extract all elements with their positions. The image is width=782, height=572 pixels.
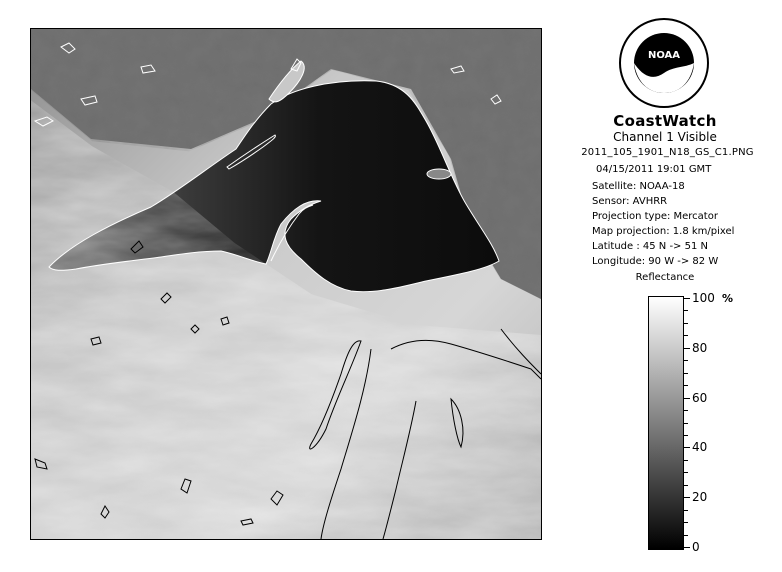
colorbar-tick: [684, 423, 688, 424]
colorbar-tick: [684, 435, 688, 436]
colorbar-tick-label: 40: [692, 440, 708, 455]
longitude-text: Longitude: 90 W -> 82 W: [592, 256, 719, 267]
latitude-text: Latitude : 45 N -> 51 N: [592, 241, 708, 252]
satellite-map: [30, 28, 542, 540]
product-title: CoastWatch: [613, 112, 717, 130]
colorbar-tick: [684, 547, 690, 548]
noaa-logo-icon: [619, 18, 709, 108]
colorbar-tick: [684, 522, 688, 523]
colorbar-tick: [684, 485, 688, 486]
logo-text: NOAA: [647, 50, 681, 61]
colorbar-tick: [684, 385, 688, 386]
colorbar-tick: [684, 335, 688, 336]
colorbar-tick: [684, 373, 688, 374]
image-filename: 2011_105_1901_N18_GS_C1.PNG: [581, 147, 754, 158]
colorbar-tick: [684, 323, 688, 324]
legend-unit: %: [722, 292, 734, 305]
colorbar-tick: [684, 535, 688, 536]
projection-type-text: Projection type: Mercator: [592, 211, 718, 222]
michipicoten-island: [427, 169, 451, 179]
colorbar-tick: [684, 360, 688, 361]
sensor-text: Sensor: AVHRR: [592, 196, 668, 207]
colorbar-tick: [684, 510, 688, 511]
legend-title: Reflectance: [635, 272, 695, 283]
colorbar-tick: [684, 472, 688, 473]
colorbar-tick: [684, 348, 690, 349]
map-svg: [31, 29, 541, 539]
colorbar-tick: [684, 310, 688, 311]
colorbar-tick-label: 60: [692, 390, 708, 405]
colorbar-tick-label: 80: [692, 340, 708, 355]
reflectance-colorbar: [648, 296, 684, 550]
colorbar-tick-label: 0: [692, 540, 700, 554]
colorbar-tick: [684, 410, 688, 411]
datetime-text: 04/15/2011 19:01 GMT: [596, 164, 712, 175]
map-projection-text: Map projection: 1.8 km/pixel: [592, 226, 735, 237]
channel-subtitle: Channel 1 Visible: [613, 130, 717, 144]
colorbar-tick: [684, 298, 690, 299]
colorbar-tick-label: 100: [692, 291, 715, 305]
colorbar-tick: [684, 398, 690, 399]
colorbar-tick: [684, 497, 690, 498]
satellite-text: Satellite: NOAA-18: [592, 181, 685, 192]
colorbar-tick: [684, 460, 688, 461]
colorbar-tick: [684, 447, 690, 448]
colorbar-tick-label: 20: [692, 490, 708, 505]
